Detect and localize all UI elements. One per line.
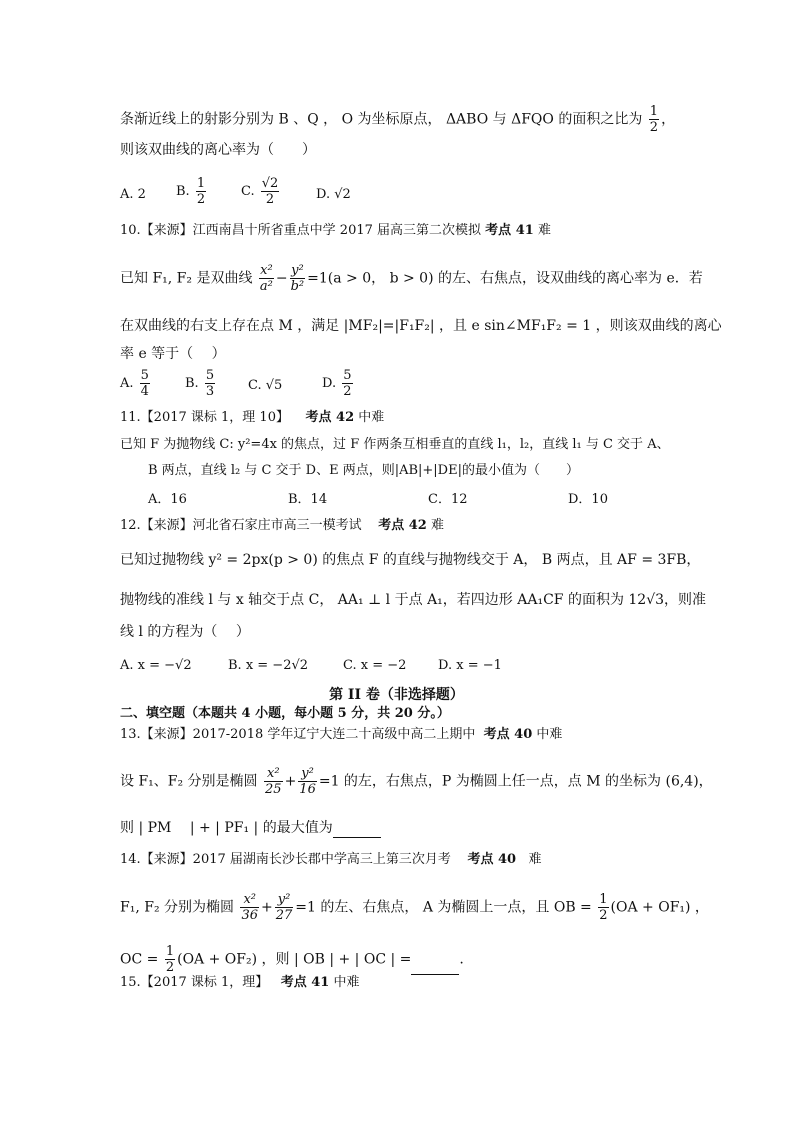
q12-option-a: A. x = −√2 (120, 658, 192, 673)
q13-line2: 则 | PM | + | PF₁ | 的最大值为 (120, 818, 381, 838)
q10-header: 10.【来源】江西南昌十所省重点中学 2017 届高三第二次模拟 考点 41 难 (120, 223, 551, 238)
q12-option-d: D. x = −1 (438, 658, 502, 673)
q13-header: 13.【来源】2017-2018 学年辽宁大连二十高级中高二上期中 考点 40 中难 (120, 727, 563, 742)
q9-fraction: $\frac{1}{2}$ (649, 104, 659, 135)
q9-option-a: A. 2 (120, 187, 146, 202)
q15-header: 15.【2017 课标 1，理】 考点 41 中难 (120, 975, 360, 990)
q11-option-b: B．14 (288, 492, 328, 507)
q14-line1: F₁, F₂ 分别为椭圆 $\frac{\text{x²}}{36}$ + $\frac{\text{y²}}{27}$ =1 的左、右焦点， A 为椭圆上一点，且 OB = $\frac{1}{2}$ (OA + OF₁) ， (120, 892, 709, 923)
q10-line2: 在双曲线的右支上存在点 M ，满足 |MF₂|=|F₁F₂| ，且 e sin∠MF₁F₂ = 1 ，则该双曲线的离心 (120, 318, 722, 334)
q9-line1: 条渐近线上的射影分别为 B 、Q ， O 为坐标原点， ΔABO 与 ΔFQO 的面积之比为 $\frac{1}{2}$ ， (120, 104, 676, 135)
q11-option-d: D．10 (568, 492, 608, 507)
q14-line2: OC = $\frac{1}{2}$ (OA + OF₂) ，则 | OB | + | OC | = . (120, 944, 464, 975)
q11-line1: 已知 F 为抛物线 C: y²=4x 的焦点，过 F 作两条互相垂直的直线 l₁，l₂，直线 l₁ 与 C 交于 A、 (120, 437, 670, 452)
q10-option-b: B. $\frac{5}{3}$ (185, 368, 215, 399)
q12-header: 12.【来源】河北省石家庄市高三一模考试 考点 42 难 (120, 518, 444, 533)
section-heading: 二、填空题（本题共 4 小题，每小题 5 分，共 20 分。） (120, 706, 450, 721)
q14-header: 14.【来源】2017 届湖南长沙长郡中学高三上第三次月考 考点 40 难 (120, 852, 542, 867)
q11-option-c: C．12 (428, 492, 468, 507)
q12-line2: 抛物线的准线 l 与 x 轴交于点 C， AA₁ ⊥ l 于点 A₁，若四边形 AA₁CF 的面积为 12√3，则准 (120, 592, 707, 608)
part2-title: 第 II 卷（非选择题） (329, 687, 464, 703)
q9-option-d: D. √2 (316, 187, 351, 202)
answer-blank[interactable] (333, 823, 381, 838)
q12-line3: 线 l 的方程为（ ） (120, 624, 250, 640)
q10-line1: 已知 F₁, F₂ 是双曲线 $\frac{\text{x²}}{\text{a²}}$ − $\frac{\text{y²}}{\text{b²}}$ =1(a > 0， b > 0) 的左、右焦点，设双曲线的离心率为 e．若 (120, 263, 703, 294)
q12-option-b: B. x = −2√2 (228, 658, 309, 673)
answer-blank[interactable] (411, 960, 459, 975)
q9-option-c: C. $\frac{√2}{2}$ (241, 176, 279, 207)
q11-option-a: A．16 (148, 492, 187, 507)
q10-option-c: C. √5 (248, 378, 283, 393)
q10-option-a: A. $\frac{5}{4}$ (120, 368, 149, 399)
q9-line2: 则该双曲线的离心率为（ ） (120, 142, 316, 158)
q10-line3: 率 e 等于（ ） (120, 346, 226, 362)
q12-option-c: C. x = −2 (343, 658, 407, 673)
q9-option-b: B. $\frac{1}{2}$ (176, 176, 206, 207)
q11-header: 11.【2017 课标 1，理 10】 考点 42 中难 (120, 410, 385, 425)
q11-line2: B 两点，直线 l₂ 与 C 交于 D、E 两点，则|AB|+|DE|的最小值为（ ） (148, 463, 579, 478)
q13-line1: 设 F₁、F₂ 分别是椭圆 $\frac{\text{x²}}{25}$ + $\frac{\text{y²}}{16}$ =1 的左，右焦点，P 为椭圆上任一点，点 M 的坐标为 (6,4)， (120, 766, 713, 797)
q10-option-d: D. $\frac{5}{2}$ (322, 368, 352, 399)
q12-line1: 已知过抛物线 y² = 2px(p > 0) 的焦点 F 的直线与抛物线交于 A， B 两点，且 AF = 3FB， (120, 552, 701, 568)
